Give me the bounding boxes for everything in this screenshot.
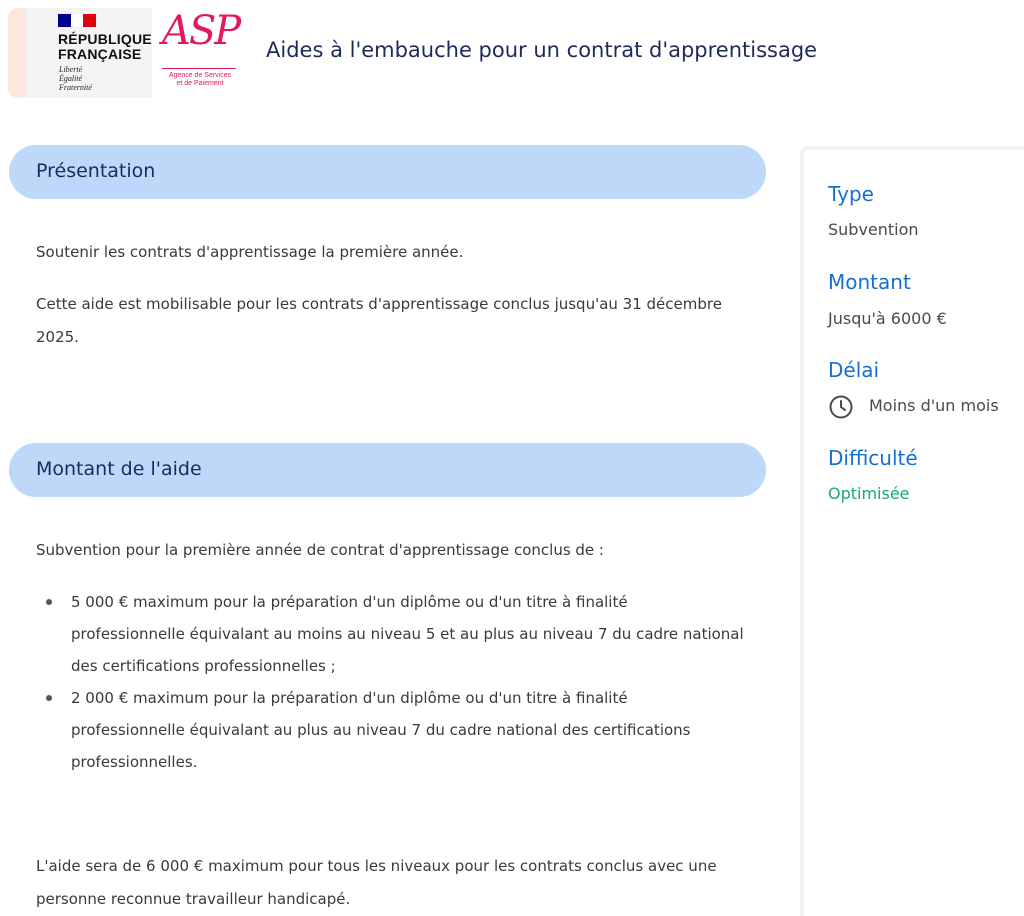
- asp-logo-mark: ASP: [162, 8, 240, 54]
- section-header-montant: [9, 443, 766, 497]
- header-accent: [8, 8, 26, 98]
- handicap-note: L'aide sera de 6 000 € maximum pour tous les niveaux pour les contrats conclus avec une personne reconnue travailleur handicapé.: [36, 857, 717, 908]
- asp-logo[interactable]: [158, 8, 240, 98]
- montant-bullet-list: [36, 586, 746, 778]
- presentation-paragraph: Soutenir les contrats d'apprentissage la première année.: [36, 243, 464, 261]
- marianne-flag-icon: [58, 14, 96, 27]
- list-item: 5 000 € maximum pour la préparation d'un diplôme ou d'un titre à finalité professionnelle équivalant au moins au niveau 5 et au plus au niveau 7 du cadre national des certifications professionnelles ;: [36, 586, 746, 682]
- page-header: [0, 0, 1024, 110]
- republique-motto: Liberté Égalité Fraternité: [59, 65, 92, 92]
- section-title: Présentation: [36, 160, 156, 182]
- delai-label: Délai: [828, 358, 880, 382]
- type-value: Subvention: [828, 220, 919, 239]
- asp-logo-divider: [162, 68, 236, 69]
- aid-summary-sidebar: [800, 146, 1024, 916]
- montant-label: Montant: [828, 270, 911, 294]
- republique-francaise-logo[interactable]: [26, 8, 152, 98]
- asp-logo-subtitle: Agence de Services et de Paiement: [168, 72, 232, 87]
- difficulte-label: Difficulté: [828, 446, 918, 470]
- delai-value: Moins d'un mois: [869, 396, 999, 415]
- clock-icon: [828, 394, 854, 420]
- page-title: Aides à l'embauche pour un contrat d'apprentissage: [266, 38, 818, 62]
- presentation-paragraph: Cette aide est mobilisable pour les contrats d'apprentissage conclus jusqu'au 31 décembre 2025.: [36, 295, 722, 346]
- section-title: Montant de l'aide: [36, 458, 202, 480]
- type-label: Type: [828, 182, 874, 206]
- republique-title: RÉPUBLIQUE FRANÇAISE: [58, 31, 152, 62]
- montant-intro: Subvention pour la première année de contrat d'apprentissage conclus de :: [36, 541, 604, 559]
- section-header-presentation: [9, 145, 766, 199]
- difficulte-value: Optimisée: [828, 484, 910, 503]
- list-item: 2 000 € maximum pour la préparation d'un diplôme ou d'un titre à finalité professionnelle équivalant au plus au niveau 7 du cadre national des certifications professionnelles.: [36, 682, 746, 778]
- montant-value: Jusqu'à 6000 €: [828, 309, 947, 328]
